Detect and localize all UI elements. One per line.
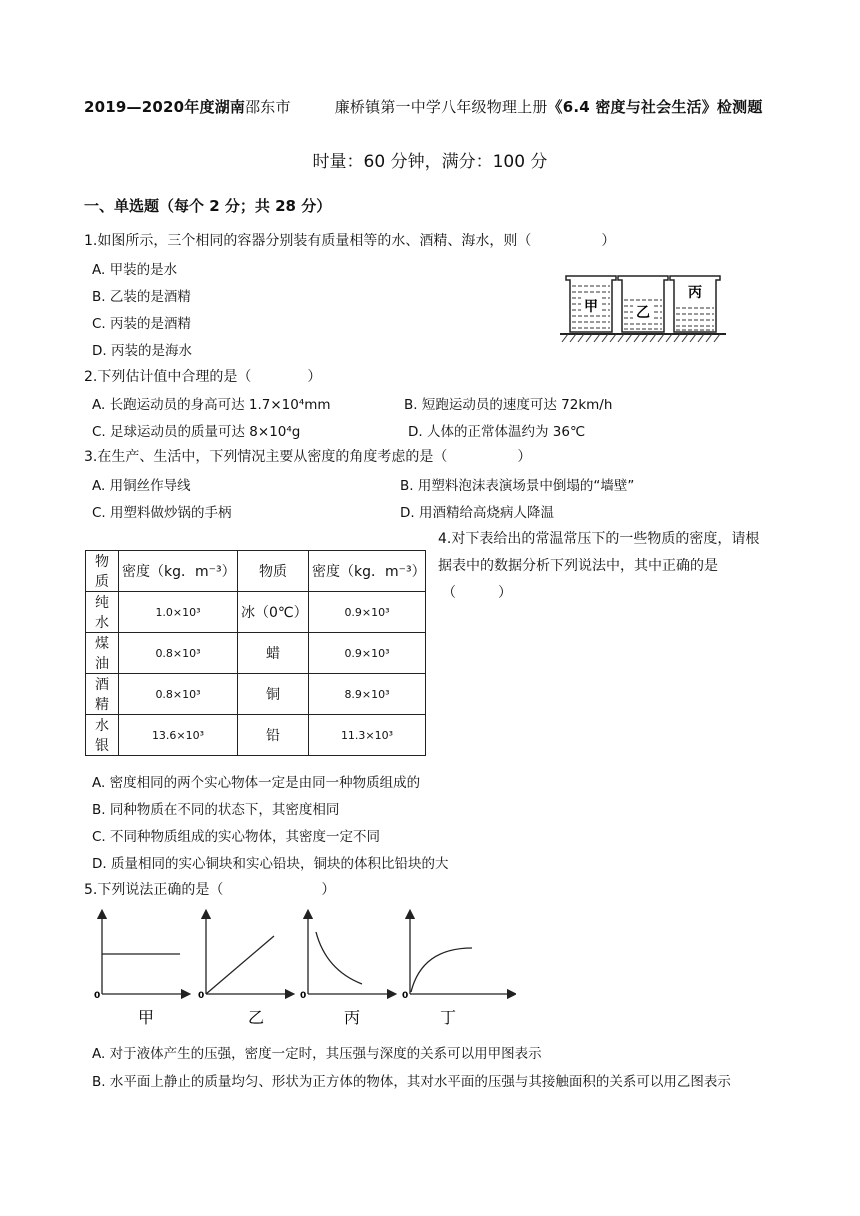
table-cell: 铅 (238, 715, 309, 756)
q4-stem-line1: 4.对下表给出的常温常压下的一些物质的密度，请根 (438, 531, 760, 547)
q1-option-a: A. 甲装的是水 (92, 262, 178, 278)
q5-stem: 5.下列说法正确的是（ ） (84, 882, 336, 898)
section-title: 一、单选题（每个 2 分；共 28 分） (84, 197, 332, 215)
title-city: 邵东市 (245, 98, 291, 116)
table-cell: 0.8×10³ (119, 633, 238, 674)
q1-option-b: B. 乙装的是酒精 (92, 289, 191, 305)
graph-jia (102, 914, 186, 994)
origin-label: 0 (94, 991, 101, 1001)
q5-graphs-figure (86, 908, 516, 1036)
table-cell: 水银 (86, 715, 119, 756)
q1-option-c: C. 丙装的是酒精 (92, 316, 192, 332)
q5-option-b: B. 水平面上静止的质量均匀、形状为正方体的物体，其对水平面的压强与其接触面积的关系可以用乙图表示 (92, 1074, 731, 1090)
label-yi: 乙 (636, 305, 650, 321)
header-substance: 物质 (86, 551, 119, 592)
density-table (85, 550, 426, 756)
q2-option-d: D. 人体的正常体温约为 36℃ (408, 424, 586, 440)
title-bold-right: 《6.4 密度与社会生活》检测题 (547, 98, 763, 116)
table-cell: 纯水 (86, 592, 119, 633)
container-bing (670, 276, 720, 332)
title-school: 廉桥镇第一中学八年级物理上册 (334, 98, 548, 116)
table-row (86, 592, 426, 633)
table-row (86, 715, 426, 756)
table-cell: 13.6×10³ (119, 715, 238, 756)
origin-label: 0 (300, 991, 307, 1001)
origin-label: 0 (402, 991, 409, 1001)
exam-info: 时量：60 分钟，满分：100 分 (312, 152, 548, 172)
container-jia (566, 276, 616, 332)
graph-caption-ding: 丁 (439, 1008, 457, 1027)
origin-label: 0 (198, 991, 205, 1001)
q3-option-c: C. 用塑料做炒锅的手柄 (92, 505, 232, 521)
graph-caption-bing: 丙 (343, 1008, 361, 1027)
table-cell: 酒精 (86, 674, 119, 715)
table-cell: 0.8×10³ (119, 674, 238, 715)
q4-option-a: A. 密度相同的两个实心物体一定是由同一种物质组成的 (92, 775, 421, 791)
table-cell: 8.9×10³ (309, 674, 426, 715)
q2-option-b: B. 短跑运动员的速度可达 72km/h (404, 397, 613, 413)
q1-option-d: D. 丙装的是海水 (92, 343, 192, 359)
table-row (86, 633, 426, 674)
q2-option-a: A. 长跑运动员的身高可达 1.7×10⁴mm (92, 397, 331, 413)
q4-option-c: C. 不同种物质组成的实心物体，其密度一定不同 (92, 829, 381, 845)
header-density: 密度（kg．m⁻³） (309, 551, 426, 592)
q2-option-c: C. 足球运动员的质量可达 8×10⁴g (92, 424, 301, 440)
table-cell: 冰（0℃） (238, 592, 309, 633)
graph-bing (308, 914, 392, 994)
q3-option-d: D. 用酒精给高烧病人降温 (400, 505, 554, 521)
table-cell: 11.3×10³ (309, 715, 426, 756)
graph-ding (410, 914, 512, 994)
document-title (84, 96, 763, 117)
graph-yi (206, 914, 290, 994)
q3-option-b: B. 用塑料泡沫表演场景中倒塌的“墙壁” (400, 478, 635, 494)
label-bing: 丙 (688, 285, 702, 301)
q1-stem: 1.如图所示，三个相同的容器分别装有质量相等的水、酒精、海水，则（ ） (84, 233, 616, 249)
q3-stem: 3.在生产、生活中，下列情况主要从密度的角度考虑的是（ ） (84, 449, 532, 465)
q5-option-a: A. 对于液体产生的压强，密度一定时，其压强与深度的关系可以用甲图表示 (92, 1046, 542, 1062)
q4-option-d: D. 质量相同的实心铜块和实心铅块，铜块的体积比铅块的大 (92, 856, 449, 872)
table-cell: 1.0×10³ (119, 592, 238, 633)
q4-option-b: B. 同种物质在不同的状态下，其密度相同 (92, 802, 340, 818)
table-cell: 铜 (238, 674, 309, 715)
q2-stem: 2.下列估计值中合理的是（ ） (84, 369, 322, 385)
title-bold-left: 2019—2020年度湖南 (84, 98, 246, 116)
table-row (86, 674, 426, 715)
label-jia: 甲 (584, 299, 598, 315)
table-cell: 蜡 (238, 633, 309, 674)
header-substance: 物质 (238, 551, 309, 592)
table-header-row (86, 551, 426, 592)
graph-caption-yi: 乙 (247, 1008, 265, 1027)
q4-stem-line3: （ ） (442, 585, 512, 601)
container-yi (618, 276, 668, 332)
table-cell: 0.9×10³ (309, 633, 426, 674)
q4-stem-line2: 据表中的数据分析下列说法中，其中正确的是 (438, 558, 718, 574)
q3-option-a: A. 用铜丝作导线 (92, 478, 191, 494)
q1-containers-figure (556, 268, 728, 344)
table-cell: 0.9×10³ (309, 592, 426, 633)
header-density: 密度（kg．m⁻³） (119, 551, 238, 592)
table-cell: 煤油 (86, 633, 119, 674)
graph-caption-jia: 甲 (137, 1008, 155, 1027)
